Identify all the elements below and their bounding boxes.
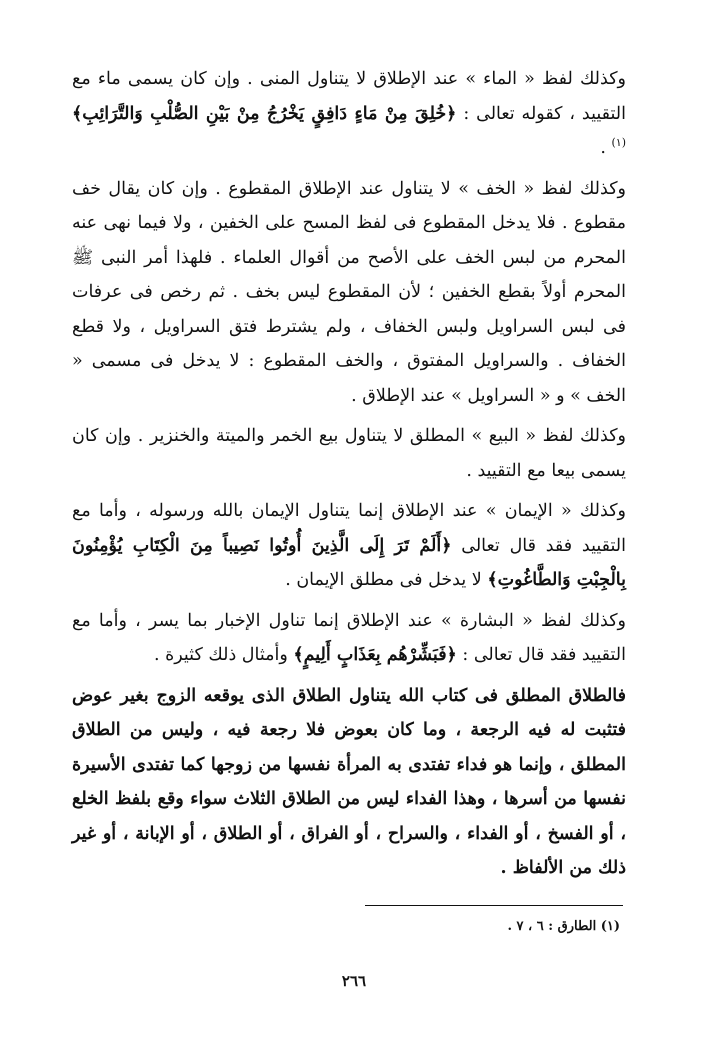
paragraph-iman-text: وكذلك « الإيمان » عند الإطلاق إنما يتناول الإيمان بالله ورسوله ، وأما مع التقييد فقد قال تعالى [72,501,626,556]
paragraph-bishara-text: وكذلك لفظ « البشارة » عند الإطلاق إنما تناول الإخبار بما يسر ، وأما مع التقييد فقد قال تعالى : [72,610,626,665]
footnote-divider [365,905,623,906]
footnote: (١) الطارق : ٦ ، ٧ . [507,919,620,934]
paragraph-iman-end: لا يدخل فى مطلق الإيمان . [285,570,488,590]
quran-verse-tariq: ﴿خُلِقَ مِنْ مَاءٍ دَافِقٍ يَخْرُجُ مِنْ بَيْنِ الصُّلْبِ وَالتَّرَائِبِ﴾ [72,103,457,124]
main-text [72,62,626,892]
paragraph-water [72,62,626,166]
paragraph-iman [72,494,626,598]
page-number: ٢٦٦ [341,972,367,990]
paragraph-khuff: وكذلك لفظ « الخف » لا يتناول عند الإطلاق المقطوع . وإن كان يقال خف مقطوع . فلا يدخل المقطوع فى لفظ المسح على الخفين ، ولا فيما نهى عنه المحرم من لبس الخف على الأصح من أقوال العلماء . فلهذا أمر النبى ﷺ المحرم أولاً بقطع الخفين ؛ لأن المقطوع ليس بخف . ثم رخص فى عرفات فى لبس السراويل ولبس الخفاف ، ولم يشترط فتق السراويل ، ولا قطع الخفاف . والسراويل المفتوق ، والخف المقطوع : لا يدخل فى مسمى « الخف » و « السراويل » عند الإطلاق . [72,178,626,406]
paragraph-bishara [72,604,626,673]
paragraph-bishara-end: وأمثال ذلك كثيرة . [153,645,294,665]
quran-verse-nisa: ﴿أَلَمْ تَرَ إِلَى الَّذِينَ أُوتُوا نَصِيباً مِنَ الْكِتَابِ يُؤْمِنُونَ بِالْجِبْتِ وَالطَّاغُوتِ﴾ [72,535,626,590]
quran-verse-bishara: ﴿فَبَشِّرْهُم بِعَذَابٍ أَلِيمٍ﴾ [293,645,457,665]
paragraph-water-text: وكذلك لفظ « الماء » عند الإطلاق لا يتناول المنى . وإن كان يسمى ماء مع التقييد ، كقوله تعالى : [72,69,626,124]
paragraph-talaq: فالطلاق المطلق فى كتاب الله يتناول الطلاق الذى يوقعه الزوج بغير عوض فتثبت له فيه الرجعة ، وما كان بعوض فلا رجعة فيه ، وليس من الطلاق المطلق ، وإنما هو فداء تفتدى به المرأة نفسها من زوجها كما تفتدى الأسيرة نفسها من أسرها ، وهذا الفداء ليس من الطلاق الثلاث سواء وقع بلفظ الخلع ، أو الفسخ ، أو الفداء ، والسراح ، أو الفراق ، أو الطلاق ، أو الإبانة ، أو غير ذلك من الألفاظ . [72,685,626,878]
paragraph-water-end: . [600,138,612,158]
footnote-reference[interactable]: (١) [611,136,626,150]
paragraph-bay: وكذلك لفظ « البيع » المطلق لا يتناول بيع الخمر والميتة والخنزير . وإن كان يسمى بيعا مع التقييد . [72,426,626,481]
